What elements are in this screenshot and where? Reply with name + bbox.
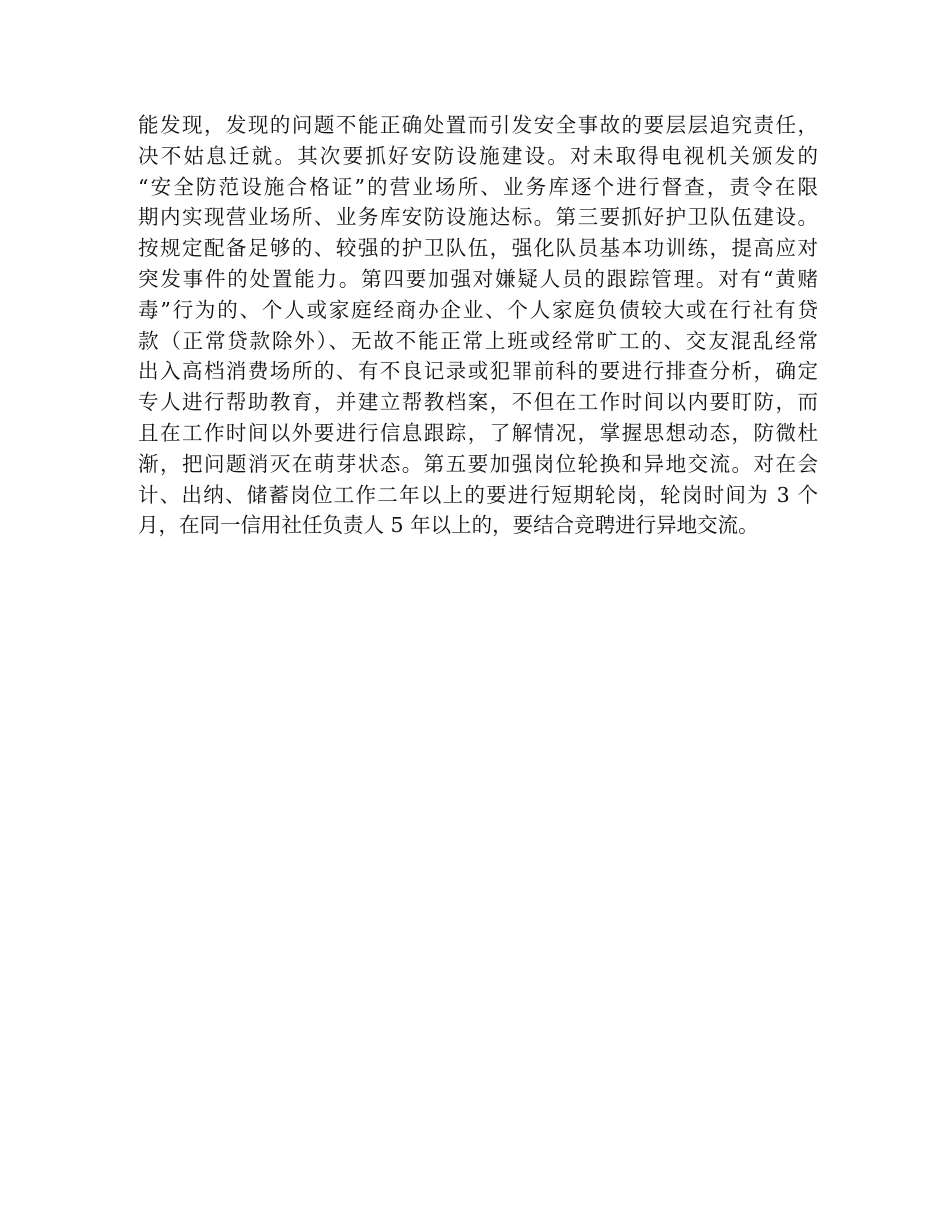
paragraph-line: 且在工作时间以外要进行信息跟踪，了解情况，掌握思想动态，防微杜 [138,420,818,445]
paragraph-line: 期内实现营业场所、业务库安防设施达标。第三要抓好护卫队伍建设。 [138,205,818,230]
paragraph-line: 决不姑息迁就。其次要抓好安防设施建设。对未取得电视机关颁发的 [138,143,818,168]
paragraph-line: 专人进行帮助教育，并建立帮教档案，不但在工作时间以内要盯防，而 [138,390,818,415]
paragraph-line: 计、出纳、储蓄岗位工作二年以上的要进行短期轮岗，轮岗时间为 3 个 [138,482,818,507]
paragraph-line: 月，在同一信用社任负责人 5 年以上的，要结合竞聘进行异地交流。 [138,513,759,538]
paragraph-line: 款（正常贷款除外）、无故不能正常上班或经常旷工的、交友混乱经常 [138,328,818,353]
paragraph-line: 能发现，发现的问题不能正确处置而引发安全事故的要层层追究责任， [138,113,818,137]
paragraph-line: 毒”行为的、个人或家庭经商办企业、个人家庭负债较大或在行社有贷 [138,297,818,322]
paragraph-line: 渐，把问题消灭在萌芽状态。第五要加强岗位轮换和异地交流。对在会 [138,451,818,476]
paragraph-line: 按规定配备足够的、较强的护卫队伍，强化队员基本功训练，提高应对 [138,236,818,261]
body-paragraph [138,110,818,541]
paragraph-line: 突发事件的处置能力。第四要加强对嫌疑人员的跟踪管理。对有“黄赌 [138,266,818,291]
paragraph-line: “安全防范设施合格证”的营业场所、业务库逐个进行督查，责令在限 [138,174,818,199]
paragraph-line: 出入高档消费场所的、有不良记录或犯罪前科的要进行排查分析，确定 [138,359,818,384]
